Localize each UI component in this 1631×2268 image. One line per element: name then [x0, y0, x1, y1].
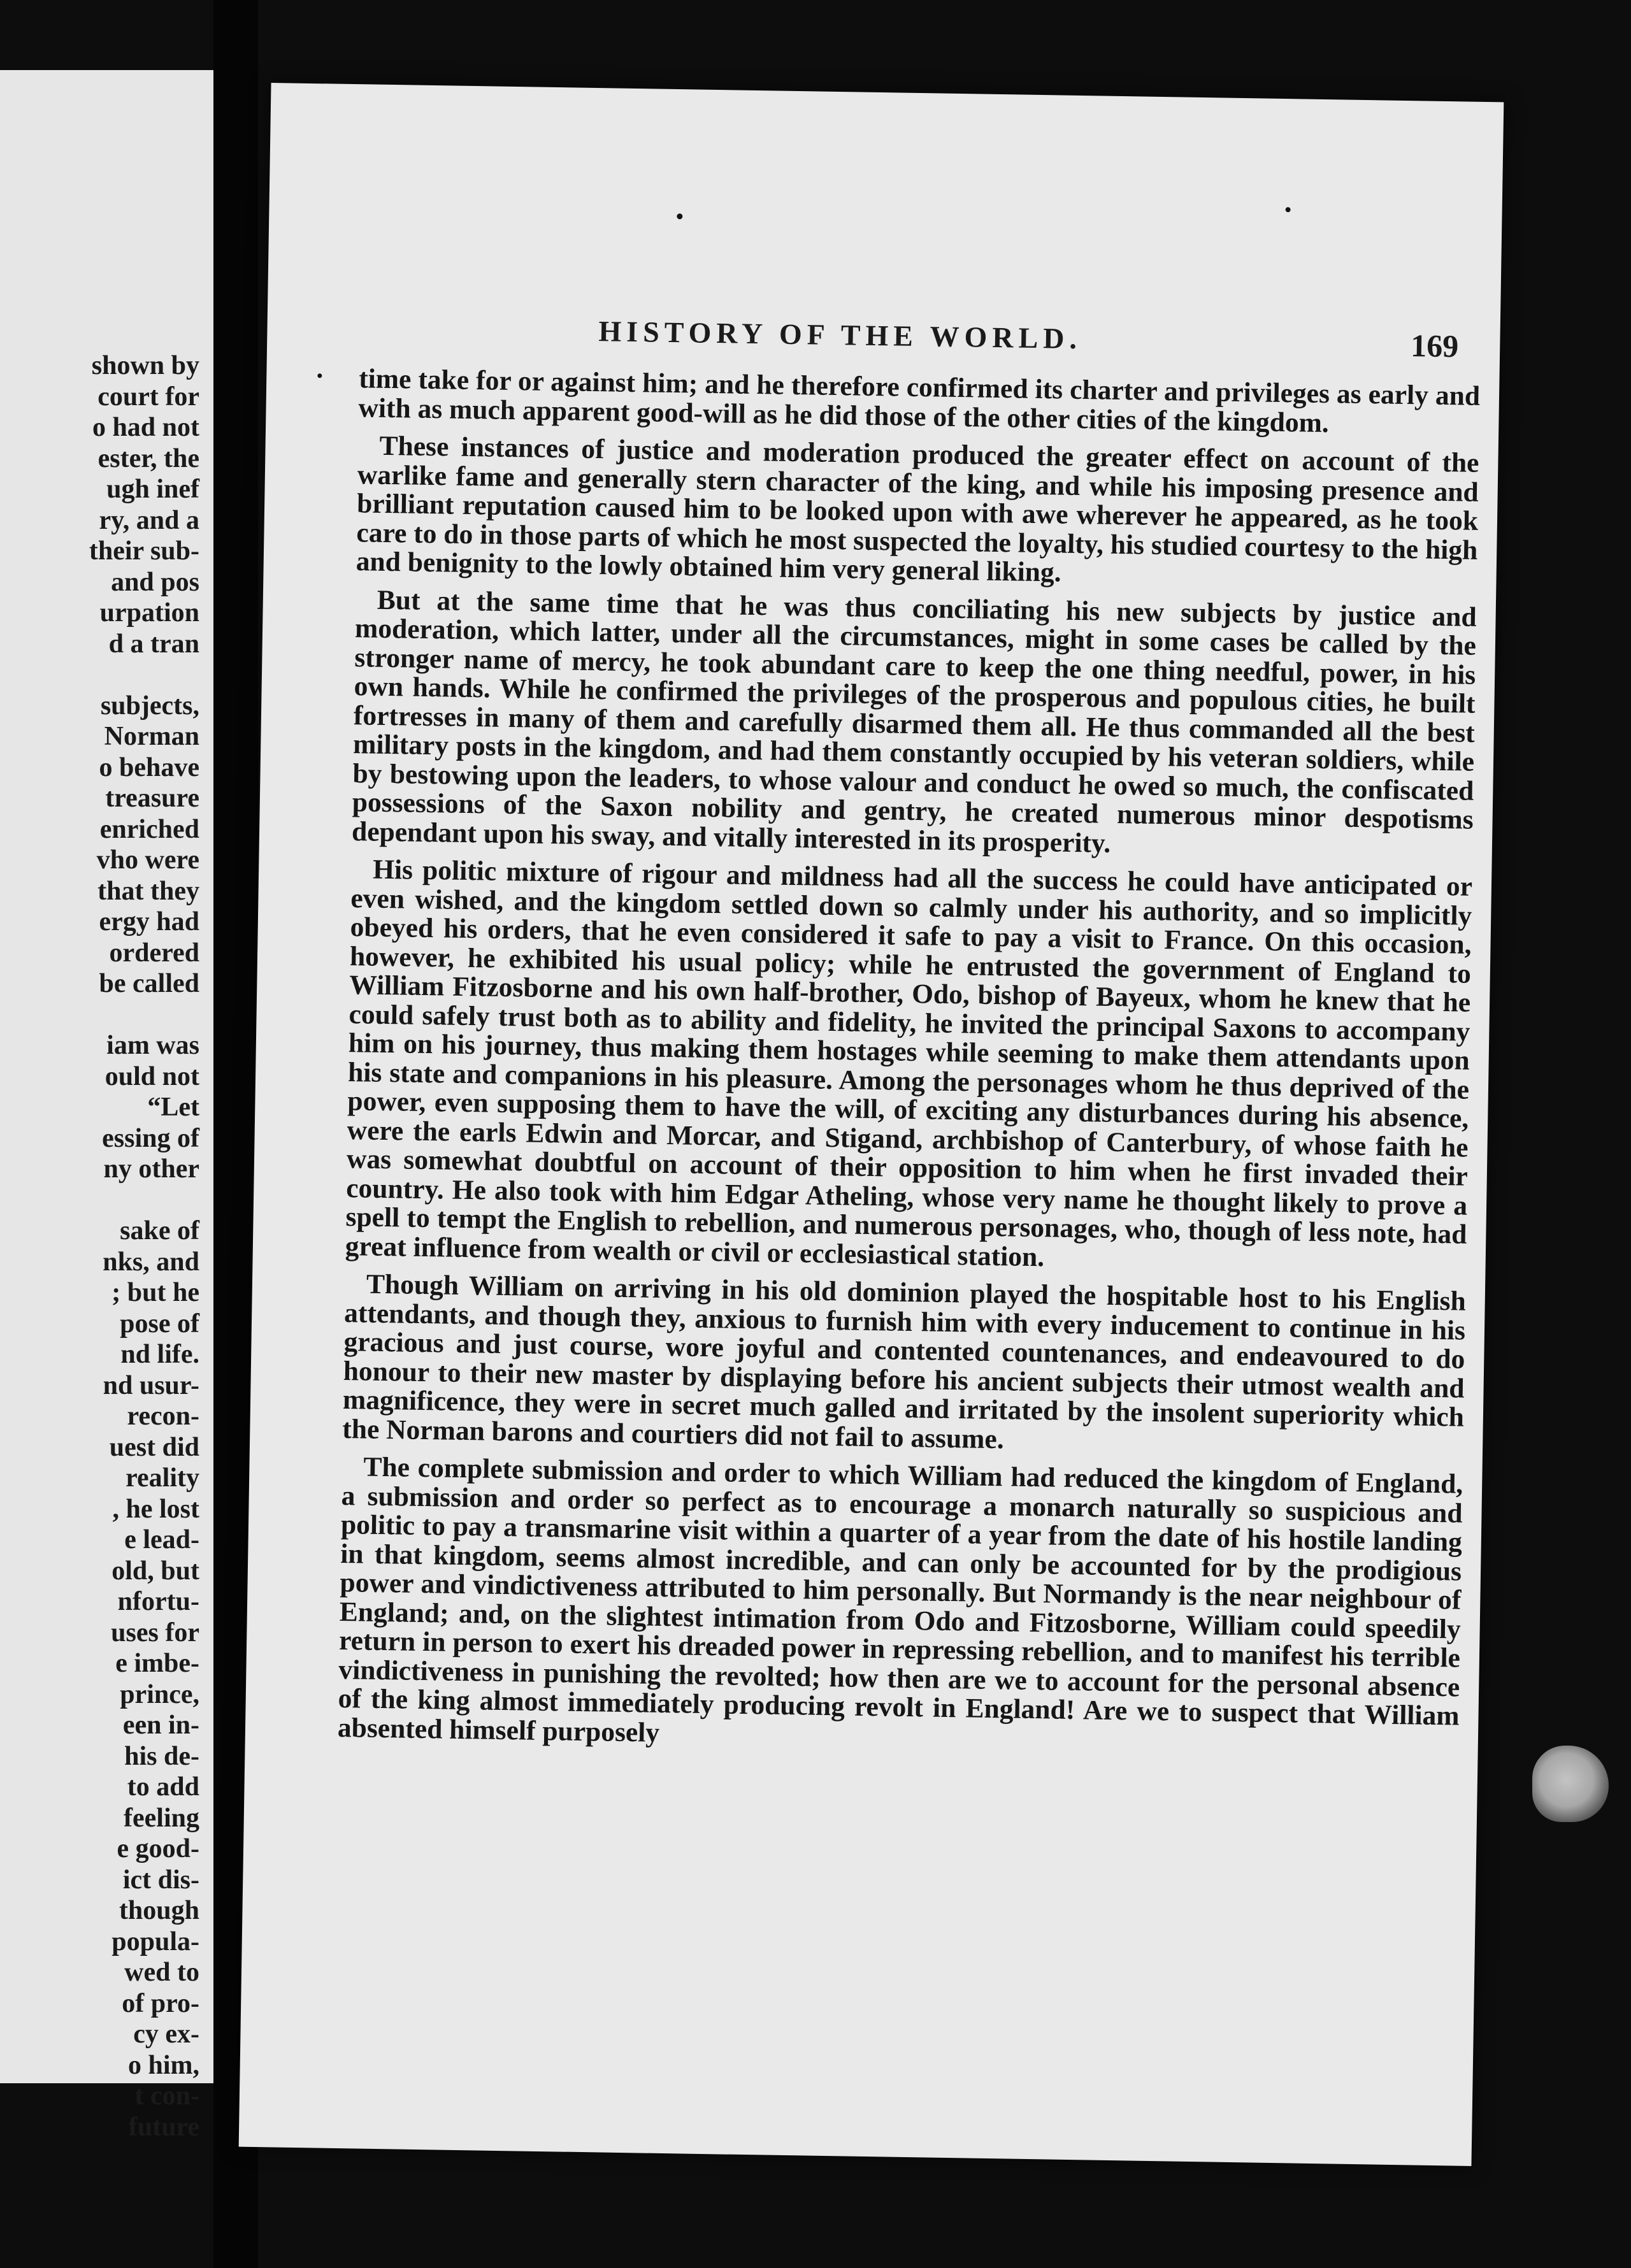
left-page-line: “Let [147, 1093, 199, 1122]
left-facing-page [0, 70, 213, 2142]
left-page-line: uest did [109, 1432, 199, 1462]
left-page-line: ester, the [97, 443, 199, 473]
left-page-line: to add [127, 1772, 199, 1802]
ink-speck [677, 213, 682, 219]
left-page-line: their sub- [89, 536, 199, 566]
left-page-line: ugh inef [106, 475, 199, 504]
paragraph: His politic mixture of rigour and mildness had all the success he could have anticipated or even wished, and the kingdom settled down so calmly under his authority, and so implicitly obeyed his orders, that he even considered it safe to pay a visit to France. On this occasion, however, he exhibited his usual policy; while he entrusted the government of England to William Fitzosborne and his own half-brother, Odo, bishop of Bayeux, whom he knew that he could safely trust both as to ability and fidelity, he invited the principal Saxons to accompany him on his journey, thus making them hostages while seeming to make them attendants upon his state and companions in his pleasure. Among the personages whom he thus deprived of the power, even supposing them to have the will, of exciting any disturbances during his absence, were the earls Edwin and Morcar, and Stigand, archbishop of Canterbury, of whose faith he was somewhat doubtful on account of their opposition to him when he first invaded their country. He also took with him Edgar Atheling, whose very name he thought likely to prove a spell to tempt the English to rebellion, and numerous personages, who, though of less note, had great influence from wealth or civil or ecclesiastical station. [345, 854, 1473, 1272]
left-page-line: popula- [111, 1927, 199, 1956]
left-page-line: ry, and a [99, 505, 199, 535]
page-header-title: HISTORY OF THE WORLD. [598, 315, 1082, 355]
left-page-line: o him, [127, 2050, 199, 2080]
left-page-line: reality [126, 1463, 199, 1493]
left-page-line: ; but he [111, 1278, 199, 1307]
left-page-line: wed to [124, 1958, 199, 1987]
paragraph: The complete submission and order to which William had reduced the kingdom of England, a submission and order so perfect as to encourage a monarch naturally so suspicious and politic to pay a transmarine visit within a quarter of a year from the date of his hostile landing in that kingdom, seems almost incredible, and can only be accounted for by the prodigious power and vindictiveness attributed to him personally. But Normandy is the near neighbour of England; and, on the slightest intimation from Odo and Fitzosborne, William could speedily return in person to exert his dreaded power in repressing rebellion, and to manifest his terrible vindictiveness in punishing the revolted; how then are we to account for the personal absence of the king almost immediately producing revolt in England! Are we to suspect that William absented himself purposely [337, 1451, 1463, 1748]
left-page-line: t con- [134, 2081, 199, 2111]
left-page-line: pose of [120, 1309, 199, 1339]
paragraph: Though William on arriving in his old dominion played the hospitable host to his English attendants, and though they, anxious to furnish him with every inducement to continue in his gracious and just course, wore joyful and contented countenances, and endeavoured to do honour to their new master by displaying before his ancient subjects their utmost wealth and magnificence, they were in secret much galled and irritated by the insolent superiority which the Norman barons and courtiers did not fail to assume. [342, 1268, 1467, 1454]
left-page-line: nfortu- [117, 1587, 199, 1616]
left-page-line: iam was [106, 1031, 199, 1060]
left-page-line: e lead- [124, 1525, 199, 1554]
left-page-line: old, but [111, 1556, 199, 1586]
left-page-line: e imbe- [115, 1649, 199, 1678]
left-page-line: een in- [122, 1711, 199, 1740]
left-page-line: court for [97, 382, 199, 412]
left-page-line: shown by [91, 351, 199, 380]
left-page-line: and pos [111, 567, 199, 597]
left-page-line: enriched [99, 814, 199, 844]
left-page-line: treasure [105, 784, 199, 813]
left-page-line: that they [97, 876, 199, 906]
left-page-line: though [119, 1896, 199, 1925]
page-number: 169 [1410, 327, 1459, 364]
left-page-line: ny other [103, 1154, 199, 1184]
left-page-line: future [128, 2112, 199, 2142]
left-page-line: ergy had [99, 907, 199, 937]
left-page-line: sake of [120, 1216, 199, 1245]
left-page-line: o behave [99, 752, 199, 782]
left-page-line: o had not [92, 413, 199, 442]
left-page-line: e good- [117, 1834, 199, 1863]
scan-stain [1532, 1746, 1609, 1822]
left-page-line: be called [99, 969, 199, 998]
left-page-line: prince, [120, 1679, 199, 1709]
left-page-line: subjects, [100, 691, 199, 721]
left-page-line: essing of [102, 1123, 199, 1153]
left-page-line: nd life. [120, 1340, 199, 1369]
left-page-line: Norman [104, 722, 199, 751]
left-page-line: of pro- [122, 1988, 199, 2018]
left-page-line: urpation [99, 598, 199, 628]
left-page-line: uses for [111, 1618, 199, 1647]
page-body [338, 364, 1481, 1760]
left-page-line: ict dis- [122, 1865, 199, 1895]
left-page-line: nks, and [103, 1247, 199, 1277]
paragraph: But at the same time that he was thus conciliating his new subjects by justice and moderation, which latter, under all the circumstances, might in some cases be called by the stronger name of mercy, he took abundant care to keep the one thing needful, power, in his own hands. While he confirmed the privileges of the prosperous and populous cities, he built fortresses in many of them and carefully disarmed them all. He thus commanded all the best military posts in the kingdom, and had them constantly occupied by his veteran soldiers, while by bestowing upon the leaders, to whose valour and conduct he owed so much, the confiscated possessions of the Saxon nobility and gentry, he created numerous minor despotisms dependant upon his sway, and vitally interested in its prosperity. [351, 584, 1477, 859]
left-page-line: feeling [124, 1803, 199, 1833]
left-page-line: vho were [96, 845, 199, 875]
left-page-line: nd usur- [103, 1370, 199, 1400]
left-page-line: his de- [124, 1741, 199, 1771]
running-head [344, 310, 1465, 364]
left-page-line: ordered [109, 938, 199, 968]
left-page-line: recon- [127, 1402, 199, 1431]
paragraph: time take for or against him; and he therefore confirmed its charter and privileges as early and with as much apparent good-will as he did those of the other cities of the kingdom. [358, 363, 1481, 438]
ink-speck [317, 373, 322, 378]
left-page-line: , he lost [112, 1494, 199, 1524]
left-page-line: ould not [104, 1061, 199, 1091]
ink-speck [1286, 207, 1291, 212]
right-page [239, 83, 1504, 2166]
left-page-line: d a tran [108, 629, 199, 659]
paragraph: These instances of justice and moderation produced the greater effect on account of the warlike fame and generally stern character of the king, and while his imposing presence and brilliant reputation caused him to be looked upon with awe wherever he appeared, as he took care to do in those parts of which he most suspected the loyalty, his studied courtesy to the high and benignity to the lowly obtained him very general liking. [356, 430, 1479, 588]
left-page-line: cy ex- [133, 2020, 199, 2049]
